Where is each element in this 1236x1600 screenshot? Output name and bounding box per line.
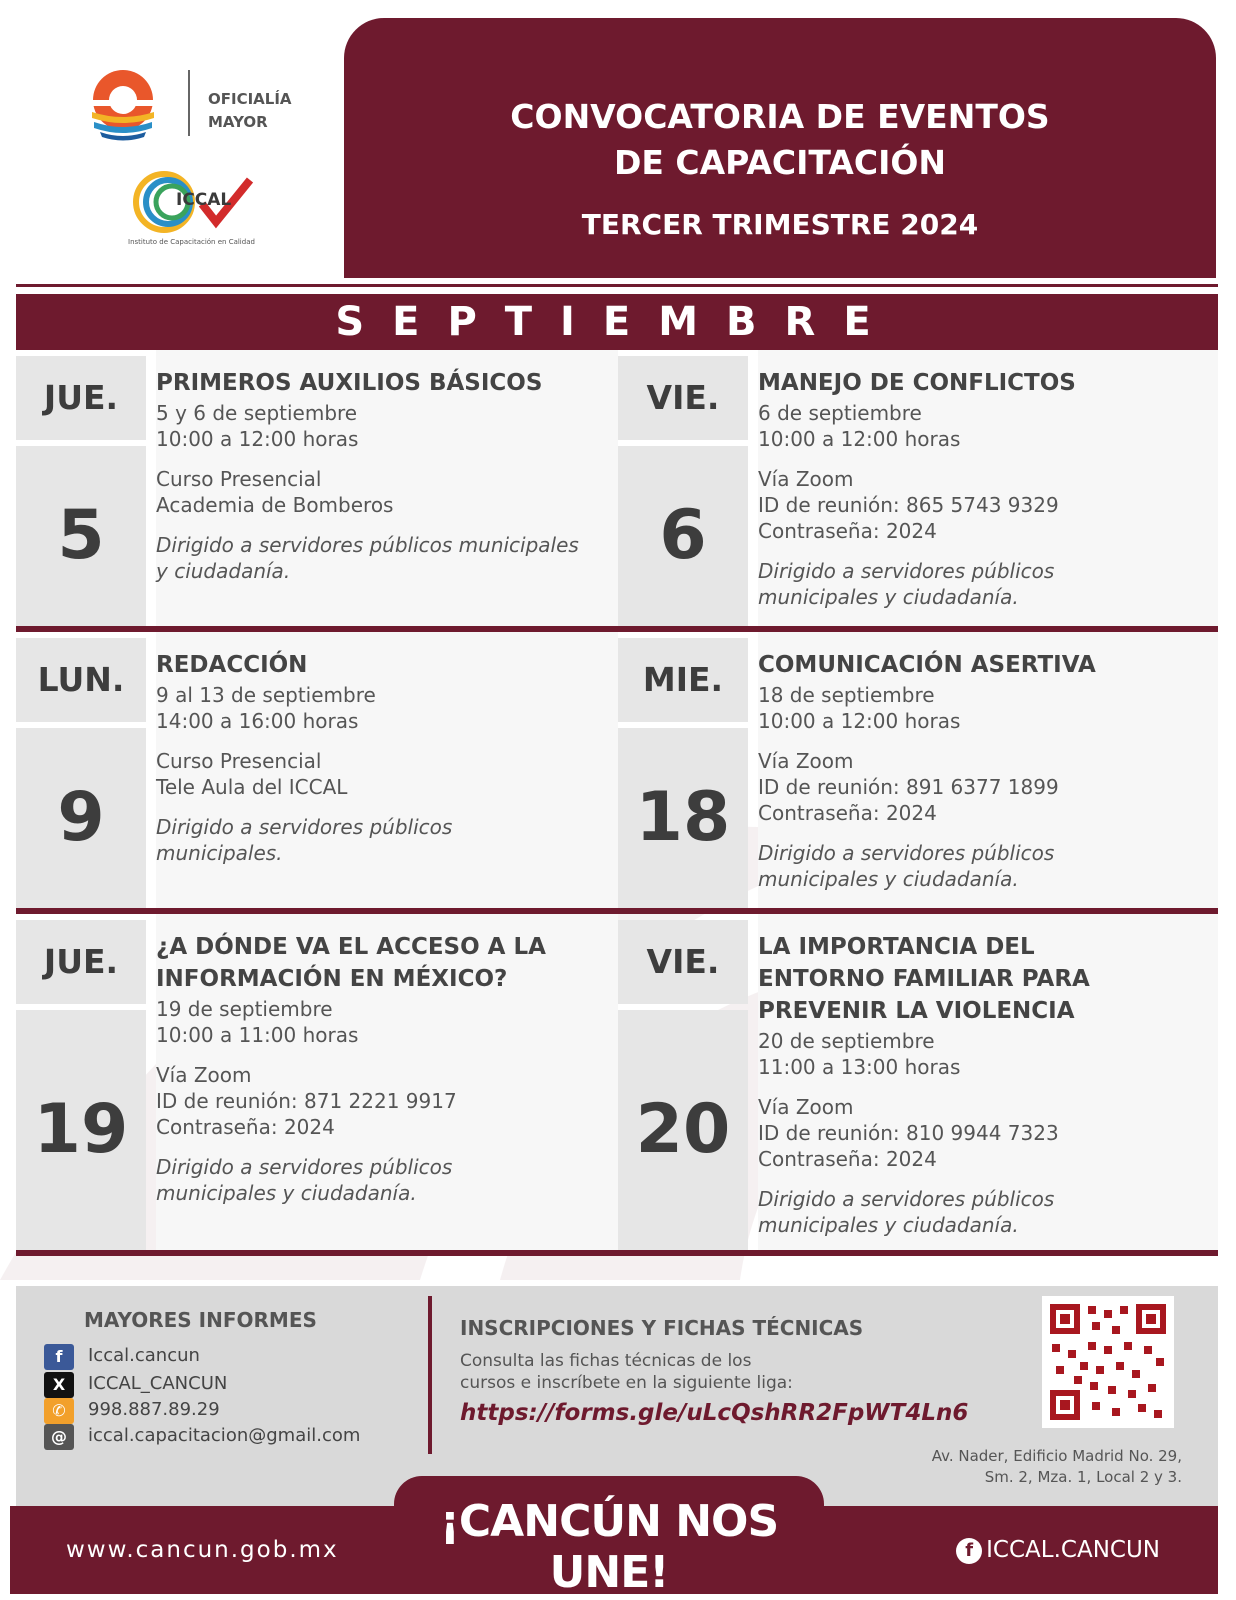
inscripciones-title: INSCRIPCIONES Y FICHAS TÉCNICAS: [460, 1316, 864, 1340]
day-number-box: [618, 1010, 748, 1250]
logos-area: [40, 40, 340, 270]
event-location: Contraseña: 2024: [758, 1147, 937, 1171]
event-location: Vía Zoom: [758, 1095, 854, 1119]
month-bar: [16, 294, 1218, 350]
event-card: [16, 914, 620, 1250]
registration-link[interactable]: https://forms.gle/uLcQshRR2FpWT4Ln6: [460, 1400, 969, 1426]
day-name: JUE.: [43, 378, 119, 417]
row-separator: [16, 1250, 1218, 1256]
cancun-logo-icon: [80, 60, 166, 146]
event-detail: 6 de septiembre: [758, 401, 922, 425]
spacer: [758, 1172, 1218, 1186]
day-name-box: [618, 356, 748, 440]
event-info: [758, 350, 1218, 626]
event-title: MANEJO DE CONFLICTOS: [758, 370, 1076, 396]
spacer: [758, 452, 1218, 466]
day-name: JUE.: [43, 942, 119, 981]
event-audience: y ciudadanía.: [156, 559, 291, 583]
event-audience: municipales y ciudadanía.: [156, 1181, 417, 1205]
contact-text: ICCAL_CANCUN: [88, 1373, 228, 1394]
day-number-box: [16, 1010, 146, 1250]
address-line2: Sm. 2, Mza. 1, Local 2 y 3.: [984, 1468, 1182, 1486]
spacer: [156, 734, 618, 748]
contact-text: Iccal.cancun: [88, 1345, 200, 1366]
event-detail: 10:00 a 12:00 horas: [758, 709, 961, 733]
event-info: [156, 350, 618, 626]
event-detail: 9 al 13 de septiembre: [156, 683, 376, 707]
event-detail: 11:00 a 13:00 horas: [758, 1055, 961, 1079]
event-card: [16, 632, 620, 908]
event-audience: Dirigido a servidores públicos municipales: [156, 533, 579, 557]
social-handle[interactable]: [956, 1506, 1160, 1594]
mayores-informes-title: MAYORES INFORMES: [84, 1308, 317, 1332]
event-audience: Dirigido a servidores públicos: [758, 559, 1055, 583]
event-card: [618, 632, 1222, 908]
event-audience: Dirigido a servidores públicos: [758, 841, 1055, 865]
address-line1: Av. Nader, Edificio Madrid No. 29,: [931, 1447, 1182, 1465]
footer-bar: [10, 1496, 1218, 1598]
day-number-box: [16, 728, 146, 908]
email-icon: @: [44, 1424, 74, 1450]
event-info: [156, 632, 618, 908]
event-audience: municipales.: [156, 841, 283, 865]
day-name-box: [618, 638, 748, 722]
iccal-subtitle: Instituto de Capacitación en Calidad: [128, 238, 255, 246]
event-location: Contraseña: 2024: [156, 1115, 335, 1139]
spacer: [758, 1080, 1218, 1094]
oficialia-line1: OFICIALÍA: [208, 90, 292, 108]
slogan-tab: [394, 1476, 824, 1598]
event-audience: municipales y ciudadanía.: [758, 585, 1019, 609]
event-title: ENTORNO FAMILIAR PARA: [758, 966, 1090, 992]
event-detail: 10:00 a 12:00 horas: [156, 427, 359, 451]
event-detail: 14:00 a 16:00 horas: [156, 709, 359, 733]
logo-divider: [188, 70, 190, 136]
event-detail: 19 de septiembre: [156, 997, 333, 1021]
spacer: [758, 826, 1218, 840]
oficialia-mayor-label: [208, 88, 292, 134]
spacer: [758, 734, 1218, 748]
x-icon: X: [44, 1372, 74, 1398]
facebook-icon: f: [956, 1538, 982, 1564]
event-card: [618, 350, 1222, 626]
day-name: MIE.: [642, 660, 724, 699]
day-name: LUN.: [37, 660, 125, 699]
day-number-box: [618, 446, 748, 626]
month-label: SEPTIEMBRE: [335, 299, 899, 345]
event-detail: 10:00 a 11:00 horas: [156, 1023, 359, 1047]
row-separator: [16, 908, 1218, 914]
day-number: 6: [659, 496, 707, 575]
inscripciones-description: [460, 1350, 860, 1394]
inscripciones-desc-line1: Consulta las fichas técnicas de los: [460, 1351, 752, 1371]
contact-text: 998.887.89.29: [88, 1399, 220, 1420]
iccal-logo-text: ICCAL: [176, 190, 232, 210]
page-title: [344, 94, 1216, 186]
event-location: Vía Zoom: [156, 1063, 252, 1087]
inscripciones-desc-line2: cursos e inscríbete en la siguiente liga:: [460, 1373, 793, 1393]
event-title: INFORMACIÓN EN MÉXICO?: [156, 966, 508, 992]
event-location: Academia de Bomberos: [156, 493, 394, 517]
event-audience: Dirigido a servidores públicos: [156, 1155, 453, 1179]
event-audience: Dirigido a servidores públicos: [156, 815, 453, 839]
address: [932, 1446, 1182, 1488]
event-title: PREVENIR LA VIOLENCIA: [758, 998, 1075, 1024]
day-name-box: [16, 356, 146, 440]
header-banner: [344, 18, 1216, 278]
month-top-line: [16, 284, 1218, 287]
footer-info-panel: [16, 1286, 1218, 1506]
event-location: Curso Presencial: [156, 467, 322, 491]
event-info: [758, 914, 1218, 1250]
event-info: [758, 632, 1218, 908]
event-title: LA IMPORTANCIA DEL: [758, 934, 1035, 960]
social-handle-text: ICCAL.CANCUN: [986, 1537, 1160, 1563]
day-name-box: [16, 920, 146, 1004]
spacer: [156, 800, 618, 814]
footer-divider: [428, 1296, 432, 1454]
event-location: Vía Zoom: [758, 749, 854, 773]
event-info: [156, 914, 618, 1250]
event-location: ID de reunión: 810 9944 7323: [758, 1121, 1059, 1145]
event-title: PRIMEROS AUXILIOS BÁSICOS: [156, 370, 543, 396]
event-card: [618, 914, 1222, 1250]
spacer: [156, 452, 618, 466]
event-location: Contraseña: 2024: [758, 801, 937, 825]
day-number-box: [618, 728, 748, 908]
day-number: 18: [635, 778, 731, 857]
event-location: ID de reunión: 871 2221 9917: [156, 1089, 457, 1113]
event-card: [16, 350, 620, 626]
slogan: ¡CANCÚN NOS UNE!: [439, 1496, 779, 1598]
event-location: Curso Presencial: [156, 749, 322, 773]
day-name: VIE.: [646, 378, 720, 417]
day-name: VIE.: [646, 942, 720, 981]
phone-icon: ✆: [44, 1398, 74, 1424]
spacer: [156, 518, 618, 532]
event-location: Contraseña: 2024: [758, 519, 937, 543]
facebook-icon: f: [44, 1344, 74, 1370]
spacer: [758, 544, 1218, 558]
title-line1: CONVOCATORIA DE EVENTOS: [510, 97, 1050, 136]
page-subtitle: TERCER TRIMESTRE 2024: [581, 208, 979, 241]
qr-code-icon: [1042, 1296, 1174, 1428]
day-name-box: [618, 920, 748, 1004]
event-title: COMUNICACIÓN ASERTIVA: [758, 652, 1096, 678]
title-line2: DE CAPACITACIÓN: [613, 143, 947, 182]
event-detail: 5 y 6 de septiembre: [156, 401, 358, 425]
spacer: [156, 1140, 618, 1154]
event-audience: municipales y ciudadanía.: [758, 1213, 1019, 1237]
event-detail: 10:00 a 12:00 horas: [758, 427, 961, 451]
event-audience: Dirigido a servidores públicos: [758, 1187, 1055, 1211]
day-name-box: [16, 638, 146, 722]
event-location: ID de reunión: 865 5743 9329: [758, 493, 1059, 517]
website-link[interactable]: www.cancun.gob.mx: [66, 1537, 339, 1563]
contact-text: iccal.capacitacion@gmail.com: [88, 1425, 361, 1446]
event-audience: municipales y ciudadanía.: [758, 867, 1019, 891]
day-number: 9: [57, 778, 105, 857]
event-title: ¿A DÓNDE VA EL ACCESO A LA: [156, 934, 546, 960]
day-number-box: [16, 446, 146, 626]
oficialia-line2: MAYOR: [208, 113, 268, 131]
event-title: REDACCIÓN: [156, 652, 308, 678]
row-separator: [16, 626, 1218, 632]
event-location: ID de reunión: 891 6377 1899: [758, 775, 1059, 799]
event-detail: 18 de septiembre: [758, 683, 935, 707]
event-detail: 20 de septiembre: [758, 1029, 935, 1053]
day-number: 20: [635, 1090, 731, 1169]
event-location: Vía Zoom: [758, 467, 854, 491]
day-number: 19: [33, 1090, 129, 1169]
event-location: Tele Aula del ICCAL: [156, 775, 348, 799]
spacer: [156, 1048, 618, 1062]
day-number: 5: [57, 496, 105, 575]
